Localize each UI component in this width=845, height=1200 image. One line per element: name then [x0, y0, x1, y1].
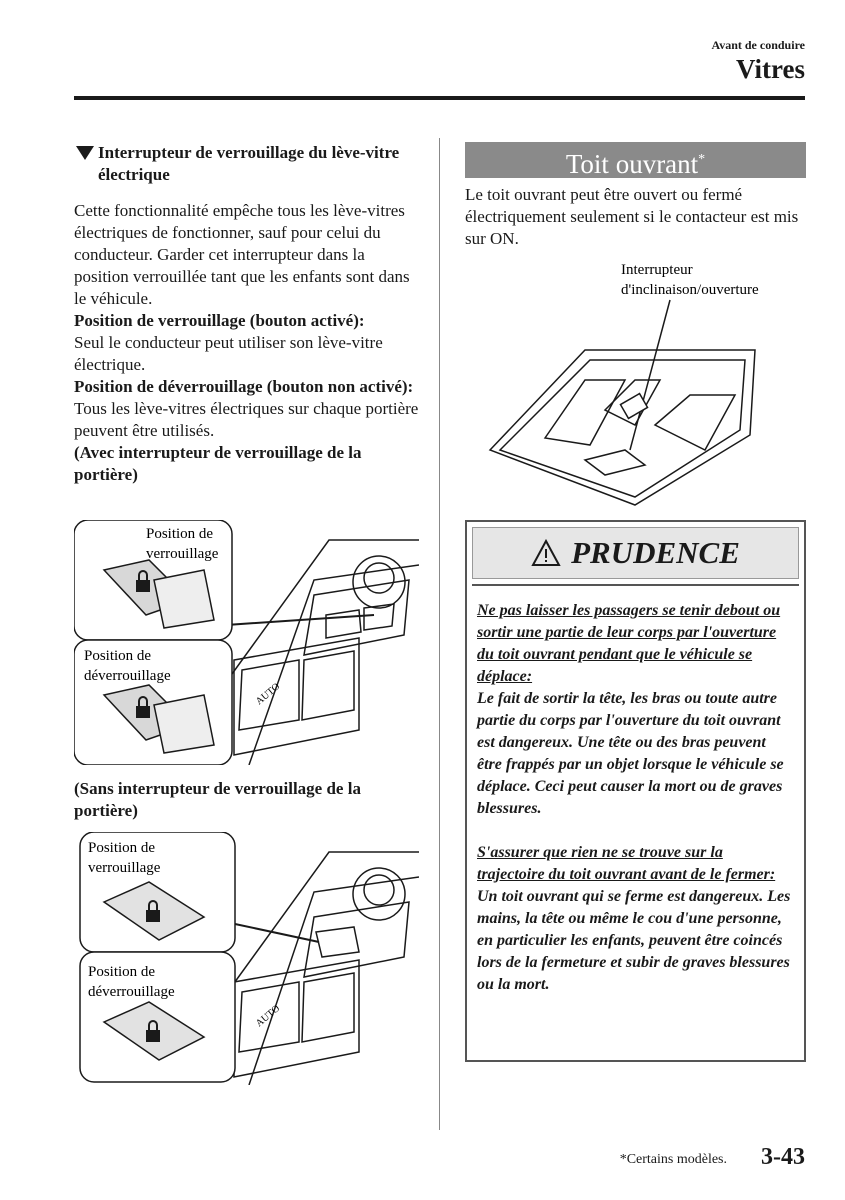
- caution-word: PRUDENCE: [571, 535, 740, 570]
- right-column: [465, 142, 806, 510]
- auto-label-1: AUTO: [253, 681, 283, 708]
- overhead-console-illustration: [465, 260, 806, 510]
- unlock-position-label: Position de déverrouillage (bouton non activé):: [74, 377, 414, 396]
- header-rule: [74, 96, 805, 100]
- warning-2-heading: S'assurer que rien ne se trouve sur la trajectoire du toit ouvrant avant de le fermer:: [477, 844, 776, 883]
- sunroof-switch-figure: [465, 260, 806, 510]
- warning-triangle-icon: [531, 539, 561, 567]
- column-divider: [439, 138, 440, 1130]
- warning-2-text: Un toit ouvrant qui se ferme est dangereux. Les mains, la tête ou même le cou d'une personne, en particulier les enfants, peuvent être coincés lors de la fermeture et subir de graves blessures ou la mort.: [477, 888, 791, 993]
- warning-1-heading: Ne pas laisser les passagers se tenir debout ou sortir une partie de leur corps par l'ouverture du toit ouvrant pendant que le véhicule se déplace:: [477, 602, 781, 685]
- roof-label-line2: d'inclinaison/ouverture: [621, 282, 759, 298]
- caution-box: [465, 520, 806, 1062]
- fig1-lock-line2: verrouillage: [146, 546, 219, 562]
- fig2-unlock-line1: Position de: [88, 964, 156, 980]
- unlock-position-text: Tous les lève-vitres électriques sur chaque portière peuvent être utilisés.: [74, 399, 419, 440]
- caution-body: [467, 586, 804, 996]
- fig1-unlock-line2: déverrouillage: [84, 668, 171, 684]
- svg-text:Interrupteur d'inclina: [621, 262, 759, 298]
- auto-label-2: AUTO: [253, 1003, 283, 1030]
- section-heading: [74, 142, 419, 186]
- roof-label-line1: Interrupteur: [621, 262, 693, 278]
- page-number: 3-43: [761, 1144, 805, 1170]
- window-switch-illustration-1: [74, 520, 419, 765]
- header-section: Avant de conduire: [711, 38, 805, 52]
- section-heading-text: Interrupteur de verrouillage du lève-vitre électrique: [98, 143, 400, 184]
- sunroof-title-bar: [465, 142, 806, 178]
- page-title: Vitres: [736, 54, 805, 84]
- caption-with-lock: (Avec interrupteur de verrouillage de la portière): [74, 443, 362, 484]
- title-asterisk: *: [698, 152, 706, 167]
- caution-header: [472, 527, 799, 579]
- intro-paragraph: Cette fonctionnalité empêche tous les lève-vitres électriques de fonctionner, sauf pour celui du conducteur. Garder cet interrupteur dans la position verrouillée tant que les enfants sont dans le véhicule.: [74, 201, 410, 308]
- figure-without-lock-switch: [74, 832, 419, 1085]
- fig1-lock-line1: Position de: [146, 526, 214, 542]
- window-switch-illustration-2: [74, 832, 419, 1085]
- caption-without-lock: (Sans interrupteur de verrouillage de la portière): [74, 779, 361, 820]
- figure-with-lock-switch: [74, 520, 419, 765]
- fig1-unlock-line1: Position de: [84, 648, 152, 664]
- fig2-lock-line2: verrouillage: [88, 860, 161, 876]
- triangle-bullet-icon: [76, 146, 94, 160]
- warning-1-text: Le fait de sortir la tête, les bras ou toute autre partie du corps par l'ouverture du toit ouvrant est dangereux. Une tête ou des bras peuvent être frappés par un objet lorsque le véhicule se déplace. Ceci peut causer la mort ou de graves blessures.: [477, 690, 784, 817]
- sunroof-intro: Le toit ouvrant peut être ouvert ou fermé électriquement seulement si le contacteur est mis sur ON.: [465, 185, 799, 248]
- fig2-unlock-line2: déverrouillage: [88, 984, 175, 1000]
- lock-position-label: Position de verrouillage (bouton activé):: [74, 311, 365, 330]
- sunroof-title: Toit ouvrant: [565, 149, 699, 179]
- left-column: [74, 142, 419, 486]
- footnote: *Certains modèles.: [619, 1152, 727, 1167]
- lock-position-text: Seul le conducteur peut utiliser son lève-vitre électrique.: [74, 333, 383, 374]
- fig2-lock-line1: Position de: [88, 840, 156, 856]
